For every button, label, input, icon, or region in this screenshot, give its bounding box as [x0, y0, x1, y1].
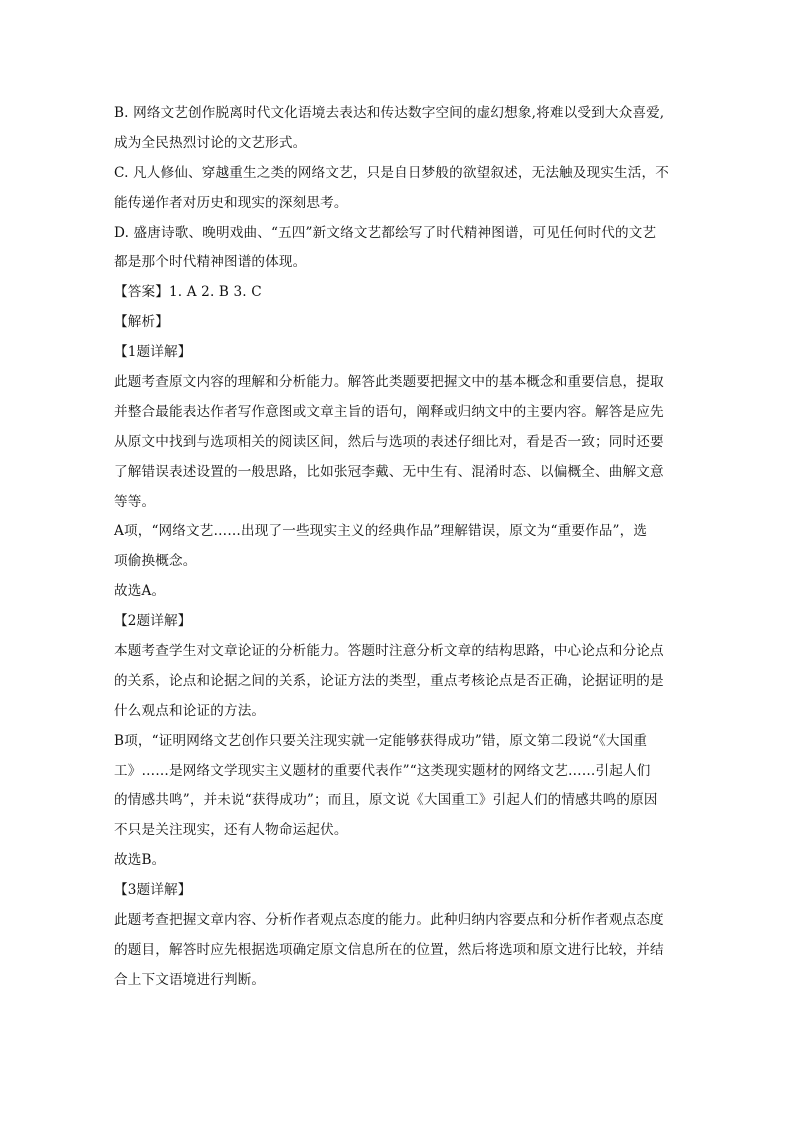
text-line: A项，“网络文艺……出现了一些现实主义的经典作品”理解错误，原文为“重要作品”，选	[114, 523, 648, 540]
text-line: D. 盛唐诗歌、晚明戏曲、“五四”新文络文艺都绘写了时代精神图谱，可见任何时代的文艺	[114, 224, 657, 241]
text-line: B项，“证明网络文艺创作只要关注现实就一定能够获得成功”错，原文第二段说“《大国重	[114, 732, 648, 749]
q2-option-b-note	[114, 727, 682, 847]
text-line: 工》……是网络文学现实主义题材的重要代表作”“这类现实题材的网络文艺……引起人们	[114, 762, 651, 779]
text-line: 并整合最能表达作者写作意图或文章主旨的语句，阐释或归纳文中的主要内容。解答是应先	[114, 403, 664, 420]
text-line: 的关系，论点和论据之间的关系，论证方法的类型，重点考核论点是否正确，论据证明的是	[114, 672, 664, 689]
text-line: 项偷换概念。	[114, 553, 197, 570]
text-line: 合上下文语境进行判断。	[114, 971, 266, 988]
text-line: 能传递作者对历史和现实的深刻思考。	[114, 194, 348, 211]
q1-explanation	[114, 368, 682, 517]
text-line: 什么观点和论证的方法。	[114, 702, 266, 719]
text-line: 等等。	[114, 493, 156, 510]
q2-choice: 故选B。	[114, 852, 166, 869]
text-line: 的题目，解答时应先根据选项确定原文信息所在的位置，然后将选项和原文进行比较，并结	[114, 941, 664, 958]
text-line: 此题考查原文内容的理解和分析能力。解答此类题要把握文中的基本概念和重要信息，提取	[114, 374, 664, 391]
q1-option-a-note	[114, 517, 682, 577]
q3-explanation	[114, 906, 682, 996]
option-d	[114, 219, 682, 279]
text-line: 都是那个时代精神图谱的体现。	[114, 254, 307, 271]
q3-heading: 【3题详解】	[114, 882, 192, 899]
document-page	[114, 99, 682, 996]
text-line: 的情感共鸣”，并未说“获得成功”；而且，原文说《大国重工》引起人们的情感共鸣的原因	[114, 792, 658, 809]
text-line: B. 网络文艺创作脱离时代文化语境去表达和传达数字空间的虚幻想象,将难以受到大众喜爱,	[114, 105, 665, 121]
answer-line: 【答案】1. A 2. B 3. C	[114, 284, 262, 301]
q2-heading: 【2题详解】	[114, 613, 192, 630]
text-line: 了解错误表述设置的一般思路，比如张冠李戴、无中生有、混淆时态、以偏概全、曲解文意	[114, 463, 664, 480]
option-c	[114, 159, 682, 219]
text-line: 从原文中找到与选项相关的阅读区间，然后与选项的表述仔细比对，看是否一致；同时还要	[114, 433, 664, 450]
option-b	[114, 99, 682, 159]
text-line: 成为全民热烈讨论的文艺形式。	[114, 134, 307, 151]
text-line: C. 凡人修仙、穿越重生之类的网络文艺，只是自日梦般的欲望叙述，无法触及现实生活，不	[114, 164, 670, 181]
analysis-heading: 【解析】	[114, 314, 169, 331]
q1-choice: 故选A。	[114, 583, 166, 600]
q2-explanation	[114, 637, 682, 727]
q1-heading: 【1题详解】	[114, 344, 192, 361]
text-line: 本题考查学生对文章论证的分析能力。答题时注意分析文章的结构思路，中心论点和分论点	[114, 643, 664, 660]
text-line: 此题考查把握文章内容、分析作者观点态度的能力。此种归纳内容要点和分析作者观点态度	[114, 912, 664, 929]
text-line: 不只是关注现实，还有人物命运起伏。	[114, 822, 348, 839]
